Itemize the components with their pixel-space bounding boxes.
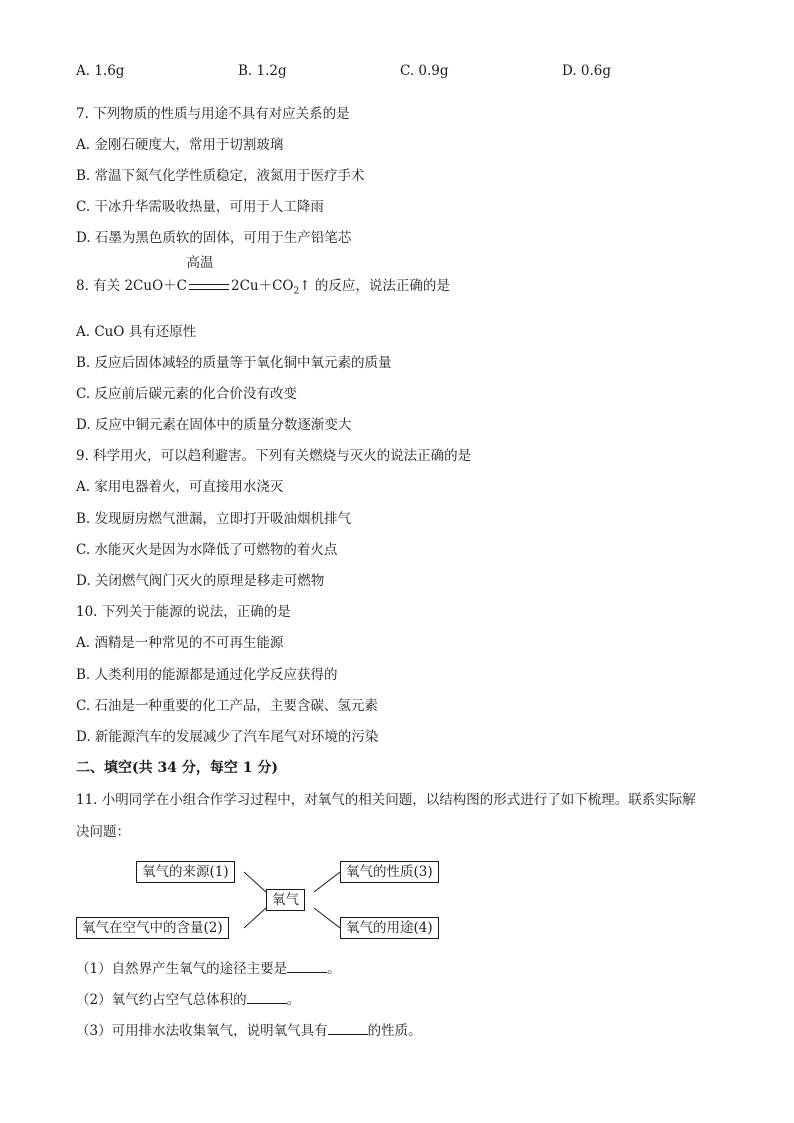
q9-option-a: A. 家用电器着火，可直接用水浇灭 <box>76 479 284 495</box>
q10-option-c: C. 石油是一种重要的化工产品，主要含碳、氢元素 <box>76 698 378 714</box>
q8-option-d: D. 反应中铜元素在固体中的质量分数逐渐变大 <box>76 417 352 433</box>
q10-option-a: A. 酒精是一种常见的不可再生能源 <box>76 635 284 651</box>
q11-part2 <box>76 989 300 1009</box>
q8-equation-left: 2CuO＋C <box>124 278 187 294</box>
q11-part1-blank[interactable] <box>287 958 327 973</box>
q7-option-c: C. 干冰升华需吸收热量，可用于人工降雨 <box>76 199 324 215</box>
connector-content <box>244 908 266 928</box>
q11-part3-text: （3）可用排水法收集氧气，说明氧气具有 <box>76 1023 328 1039</box>
q11-part2-blank[interactable] <box>247 989 287 1004</box>
q8-equation-right: 2Cu＋CO <box>230 278 294 294</box>
box-oxygen-property: 氧气的性质(3) <box>340 861 439 883</box>
q8-gas-arrow: ↑ <box>299 278 311 294</box>
q8-equation-subscript: 2 <box>293 286 300 297</box>
q9-stem: 9. 科学用火，可以趋利避害。下列有关燃烧与灭火的说法正确的是 <box>76 448 472 464</box>
q8-stem <box>76 255 450 301</box>
connector-source <box>244 872 266 892</box>
q11-stem-line1: 11. 小明同学在小组合作学习过程中，对氧气的相关问题，以结构图的形式进行了如下梳理。联系实际解 <box>76 792 696 808</box>
q8-equation <box>124 255 311 301</box>
q8-option-c: C. 反应前后碳元素的化合价没有改变 <box>76 386 297 402</box>
oxygen-structure-diagram <box>76 856 446 946</box>
q11-part3-end: 的性质。 <box>367 1023 422 1039</box>
q6-option-c: C. 0.9g <box>400 63 449 79</box>
q9-option-c: C. 水能灭火是因为水降低了可燃物的着火点 <box>76 542 338 558</box>
q6-option-d: D. 0.6g <box>562 63 612 79</box>
q11-part2-text: （2）氧气约占空气总体积的 <box>76 992 247 1008</box>
q7-option-d: D. 石墨为黑色质软的固体，可用于生产铅笔芯 <box>76 230 352 246</box>
box-oxygen-source: 氧气的来源(1) <box>136 861 235 883</box>
q11-part1-text: （1）自然界产生氧气的途径主要是 <box>76 961 288 977</box>
q8-suffix: 的反应，说法正确的是 <box>314 278 450 294</box>
q10-stem: 10. 下列关于能源的说法，正确的是 <box>76 604 291 620</box>
q8-prefix: 8. 有关 <box>76 278 121 294</box>
q10-option-d: D. 新能源汽车的发展减少了汽车尾气对环境的污染 <box>76 729 379 745</box>
connector-use <box>314 908 340 928</box>
q9-option-b: B. 发现厨房燃气泄漏，立即打开吸油烟机排气 <box>76 511 352 527</box>
q9-option-d: D. 关闭燃气阀门灭火的原理是移走可燃物 <box>76 573 325 589</box>
box-oxygen-center: 氧气 <box>266 889 305 911</box>
q11-part3 <box>76 1020 422 1040</box>
q8-equals-sign <box>189 284 229 290</box>
q7-option-a: A. 金刚石硬度大，常用于切割玻璃 <box>76 137 284 153</box>
q8-option-a: A. CuO 具有还原性 <box>76 324 197 340</box>
q7-stem: 7. 下列物质的性质与用途不具有对应关系的是 <box>76 106 350 122</box>
connector-property <box>314 872 340 892</box>
q7-option-b: B. 常温下氮气化学性质稳定，液氮用于医疗手术 <box>76 168 365 184</box>
q8-option-b: B. 反应后固体减轻的质量等于氧化铜中氧元素的质量 <box>76 355 392 371</box>
q11-part3-blank[interactable] <box>328 1020 368 1035</box>
q10-option-b: B. 人类利用的能源都是通过化学反应获得的 <box>76 667 338 683</box>
q8-reaction-condition: 高温 <box>186 255 214 271</box>
q11-part1 <box>76 958 341 978</box>
q11-part1-end: 。 <box>327 961 341 977</box>
q11-stem-line2: 决问题： <box>76 824 130 840</box>
box-oxygen-content: 氧气在空气中的含量(2) <box>76 917 229 939</box>
q6-option-a: A. 1.6g <box>76 63 125 79</box>
q6-option-b: B. 1.2g <box>238 63 287 79</box>
box-oxygen-use: 氧气的用途(4) <box>340 917 439 939</box>
section-heading: 二、填空(共 34 分，每空 1 分) <box>76 760 278 776</box>
q11-part2-end: 。 <box>286 992 301 1008</box>
